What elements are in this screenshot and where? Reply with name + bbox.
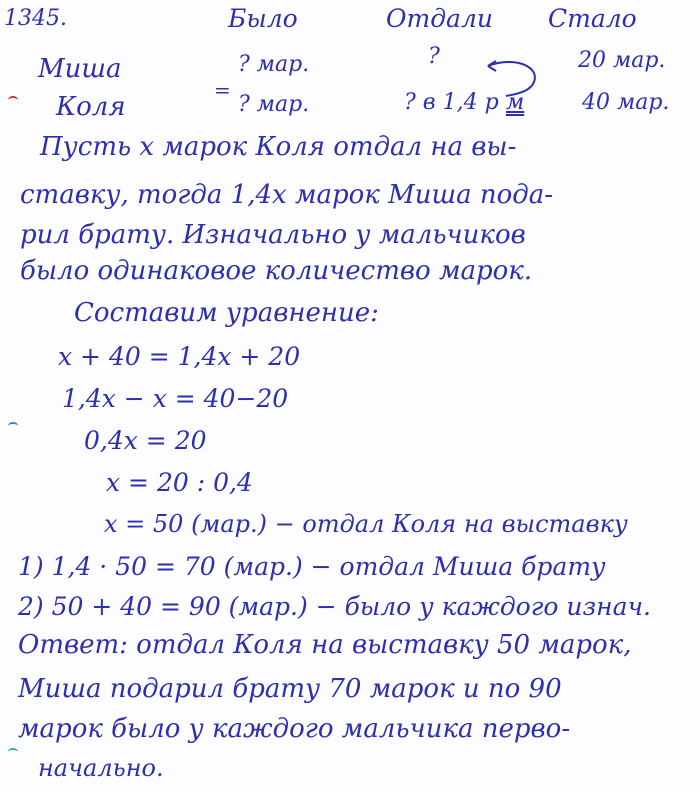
row-became-kolya: 40 мар. (582, 90, 670, 115)
column-header-was: Было (228, 4, 298, 33)
margin-mark-blue (8, 422, 18, 430)
row-became-misha: 20 мар. (578, 48, 666, 73)
row-gave-misha: ? (428, 44, 440, 69)
text-line-1: Пусть x марок Коля отдал на вы- (40, 132, 517, 162)
row-gave-kolya: ? в 1,4 р (404, 90, 499, 115)
row-name-kolya: Коля (56, 92, 126, 122)
text-line-5: Составим уравнение: (74, 298, 379, 328)
margin-mark-red (8, 96, 18, 104)
equation-2: 1,4x − x = 40−20 (62, 384, 289, 413)
text-line-3: рил брату. Изначально у мальчиков (20, 220, 526, 250)
equation-1: x + 40 = 1,4x + 20 (58, 342, 301, 371)
row-name-misha: Миша (38, 54, 122, 84)
row-was-kolya: ? мар. (238, 92, 310, 117)
step-2: 2) 50 + 40 = 90 (мар.) − было у каждого изнач. (18, 592, 651, 621)
problem-number: 1345. (4, 6, 67, 31)
answer-line-4: начально. (38, 754, 164, 782)
answer-line-1: Ответ: отдал Коля на выставку 50 марок, (18, 630, 632, 660)
equation-3: 0,4x = 20 (84, 426, 207, 455)
column-header-gave: Отдали (386, 4, 493, 33)
curved-arrow-icon (484, 52, 544, 102)
equation-4: x = 20 : 0,4 (106, 468, 253, 497)
text-line-4: было одинаковое количество марок. (20, 256, 533, 286)
underlined-mark: м (506, 90, 525, 115)
equation-5: x = 50 (мар.) − отдал Коля на выставку (104, 510, 628, 538)
answer-line-3: марок было у каждого мальчика перво- (18, 714, 571, 744)
row-was-misha: ? мар. (238, 52, 310, 77)
margin-mark-teal (8, 748, 18, 756)
answer-line-2: Миша подарил брату 70 марок и по 90 (18, 674, 562, 704)
text-line-2: ставку, тогда 1,4x марок Миша пода- (20, 180, 554, 210)
column-header-became: Стало (548, 4, 637, 33)
equal-sign: = (214, 78, 231, 102)
step-1: 1) 1,4 · 50 = 70 (мар.) − отдал Миша брату (18, 552, 606, 581)
